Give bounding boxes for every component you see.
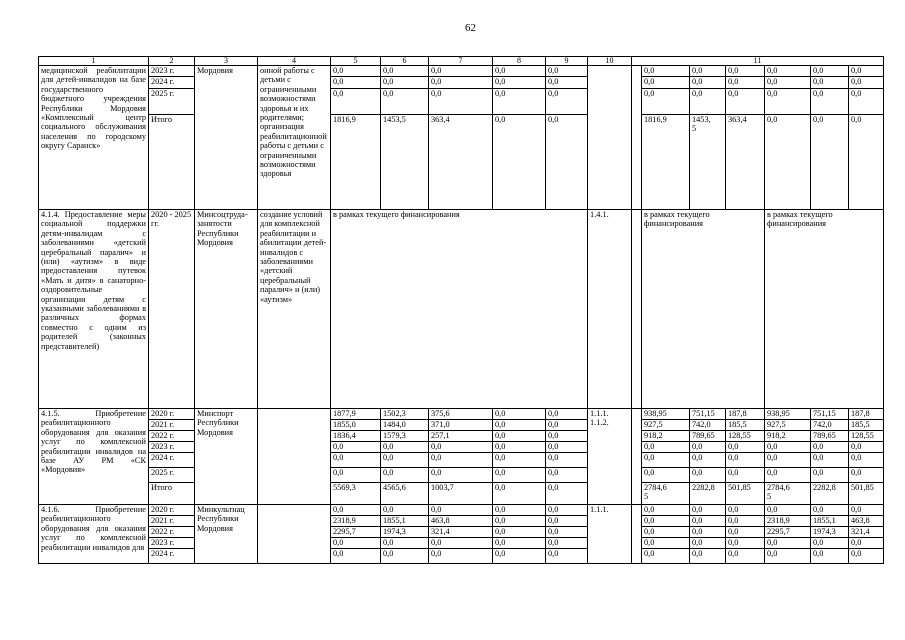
value-cell: 0,0 bbox=[546, 468, 588, 483]
value-cell: 0,0 bbox=[849, 538, 884, 549]
measure-description: 4.1.4. Предоставление меры социальной поддержки детям-инвалидам с заболеваниями «детский церебральный паралич» и (или) «аутизм» в виде предоставления путевок «Мать и дитя» в санаторно-оздоровительные организации детям с указанными заболеваниями в различных формах совместно с одним из родителей (законных представителей) bbox=[39, 210, 149, 409]
value-cell: 0,0 bbox=[811, 538, 849, 549]
value-cell: 0,0 bbox=[811, 549, 849, 564]
value-cell: 0,0 bbox=[642, 89, 690, 115]
value-cell: 0,0 bbox=[642, 549, 690, 564]
value-cell: 128,55 bbox=[726, 431, 765, 442]
value-cell: 0,0 bbox=[849, 115, 884, 210]
column-header: 7 bbox=[429, 57, 493, 66]
year-cell: Итого bbox=[149, 115, 195, 210]
period-cell: 2020 - 2025 гг. bbox=[149, 210, 195, 409]
value-cell: 0,0 bbox=[765, 66, 811, 77]
value-cell: 0,0 bbox=[331, 549, 381, 564]
value-cell: 0,0 bbox=[429, 442, 493, 453]
value-cell: 0,0 bbox=[546, 420, 588, 431]
value-cell: 2282,8 bbox=[690, 483, 726, 505]
value-cell: 363,4 bbox=[726, 115, 765, 210]
column-header: 11 bbox=[632, 57, 884, 66]
value-cell: 0,0 bbox=[642, 77, 690, 89]
value-cell: 0,0 bbox=[726, 468, 765, 483]
value-cell: 0,0 bbox=[331, 453, 381, 468]
value-cell: 0,0 bbox=[811, 453, 849, 468]
value-cell: 742,0 bbox=[690, 420, 726, 431]
value-cell: 1484,0 bbox=[381, 420, 429, 431]
year-cell: 2024 г. bbox=[149, 77, 195, 89]
value-cell: 0,0 bbox=[493, 77, 546, 89]
value-cell: 0,0 bbox=[331, 538, 381, 549]
value-cell: 751,15 bbox=[690, 409, 726, 420]
value-cell: 0,0 bbox=[331, 89, 381, 115]
value-cell: 0,0 bbox=[690, 442, 726, 453]
value-cell: 0,0 bbox=[690, 66, 726, 77]
year-cell: 2021 г. bbox=[149, 516, 195, 527]
table-row bbox=[39, 431, 884, 442]
value-cell: 0,0 bbox=[381, 453, 429, 468]
value-cell: 0,0 bbox=[493, 453, 546, 468]
year-cell: 2022 г. bbox=[149, 431, 195, 442]
value-cell: 1003,7 bbox=[429, 483, 493, 505]
value-cell: 0,0 bbox=[381, 66, 429, 77]
value-cell: 0,0 bbox=[546, 516, 588, 527]
value-cell: 789,65 bbox=[811, 431, 849, 442]
year-cell: 2023 г. bbox=[149, 538, 195, 549]
value-cell: 927,5 bbox=[642, 420, 690, 431]
value-cell: 363,4 bbox=[429, 115, 493, 210]
value-cell: 187,8 bbox=[726, 409, 765, 420]
code-cell bbox=[588, 66, 632, 210]
value-cell: 0,0 bbox=[381, 442, 429, 453]
value-cell: 1877,9 bbox=[331, 409, 381, 420]
column-header: 4 bbox=[258, 57, 331, 66]
value-cell: 0,0 bbox=[690, 77, 726, 89]
value-cell: 0,0 bbox=[690, 468, 726, 483]
financing-cell: в рамках текущего финансирования bbox=[331, 210, 588, 409]
value-cell: 0,0 bbox=[726, 89, 765, 115]
column-header: 6 bbox=[381, 57, 429, 66]
value-cell: 0,0 bbox=[493, 409, 546, 420]
value-cell: 0,0 bbox=[849, 453, 884, 468]
value-cell: 918,2 bbox=[765, 431, 811, 442]
value-cell: 0,0 bbox=[381, 505, 429, 516]
value-cell: 0,0 bbox=[690, 453, 726, 468]
value-cell: 0,0 bbox=[493, 468, 546, 483]
value-cell: 0,0 bbox=[493, 538, 546, 549]
value-cell: 0,0 bbox=[546, 89, 588, 115]
value-cell: 0,0 bbox=[546, 483, 588, 505]
table-row bbox=[39, 89, 884, 115]
column-header: 1 bbox=[39, 57, 149, 66]
value-cell: 0,0 bbox=[811, 89, 849, 115]
value-cell: 0,0 bbox=[429, 453, 493, 468]
value-cell: 5569,3 bbox=[331, 483, 381, 505]
value-cell: 0,0 bbox=[642, 516, 690, 527]
year-cell: Итого bbox=[149, 483, 195, 505]
executor-cell: Мордовия bbox=[195, 66, 258, 210]
value-cell: 321,4 bbox=[849, 527, 884, 538]
value-cell: 0,0 bbox=[726, 442, 765, 453]
value-cell: 0,0 bbox=[726, 505, 765, 516]
value-cell: 0,0 bbox=[690, 516, 726, 527]
table-row bbox=[39, 66, 884, 77]
executor-cell: Минкультнац Республики Мордовия bbox=[195, 505, 258, 564]
value-cell: 1502,3 bbox=[381, 409, 429, 420]
year-cell: 2025 г. bbox=[149, 89, 195, 115]
code-cell: 1.1.1. 1.1.2. bbox=[588, 409, 632, 505]
value-cell: 128,55 bbox=[849, 431, 884, 442]
result-cell bbox=[258, 505, 331, 564]
value-cell: 0,0 bbox=[546, 505, 588, 516]
column-header: 5 bbox=[331, 57, 381, 66]
value-cell: 918,2 bbox=[642, 431, 690, 442]
program-table bbox=[38, 56, 884, 564]
value-cell: 1974,3 bbox=[811, 527, 849, 538]
value-cell: 0,0 bbox=[546, 538, 588, 549]
value-cell: 1816,9 bbox=[331, 115, 381, 210]
value-cell: 0,0 bbox=[429, 538, 493, 549]
value-cell: 0,0 bbox=[726, 66, 765, 77]
value-cell: 463,8 bbox=[429, 516, 493, 527]
value-cell: 1816,9 bbox=[642, 115, 690, 210]
gap-cell bbox=[632, 66, 642, 210]
table-row bbox=[39, 409, 884, 420]
value-cell: 0,0 bbox=[429, 77, 493, 89]
measure-description: 4.1.6. Приобретение реабилитационного оборудования для оказания услуг по комплексной реабилитации инвалидов для bbox=[39, 505, 149, 564]
value-cell: 371,0 bbox=[429, 420, 493, 431]
table-row bbox=[39, 527, 884, 538]
value-cell: 2318,9 bbox=[331, 516, 381, 527]
value-cell: 0,0 bbox=[811, 66, 849, 77]
value-cell: 1836,4 bbox=[331, 431, 381, 442]
financing-cell: в рамках текущего финансирования bbox=[765, 210, 884, 409]
column-header: 2 bbox=[149, 57, 195, 66]
value-cell: 1453,5 bbox=[381, 115, 429, 210]
year-cell: 2020 г. bbox=[149, 505, 195, 516]
table-row bbox=[39, 210, 884, 409]
value-cell: 0,0 bbox=[381, 89, 429, 115]
value-cell: 0,0 bbox=[811, 505, 849, 516]
value-cell: 1855,1 bbox=[811, 516, 849, 527]
year-cell: 2023 г. bbox=[149, 66, 195, 77]
value-cell: 0,0 bbox=[546, 66, 588, 77]
table-row bbox=[39, 538, 884, 549]
value-cell: 0,0 bbox=[690, 527, 726, 538]
value-cell: 789,65 bbox=[690, 431, 726, 442]
value-cell: 2784,6 5 bbox=[765, 483, 811, 505]
value-cell: 4565,6 bbox=[381, 483, 429, 505]
value-cell: 2295,7 bbox=[331, 527, 381, 538]
value-cell: 2295,7 bbox=[765, 527, 811, 538]
value-cell: 0,0 bbox=[493, 483, 546, 505]
value-cell: 0,0 bbox=[849, 468, 884, 483]
value-cell: 0,0 bbox=[726, 453, 765, 468]
table-row bbox=[39, 483, 884, 505]
value-cell: 751,15 bbox=[811, 409, 849, 420]
year-cell: 2020 г. bbox=[149, 409, 195, 420]
year-cell: 2025 г. bbox=[149, 468, 195, 483]
value-cell: 0,0 bbox=[765, 538, 811, 549]
value-cell: 0,0 bbox=[726, 516, 765, 527]
value-cell: 0,0 bbox=[765, 505, 811, 516]
column-header: 10 bbox=[588, 57, 632, 66]
value-cell: 1855,1 bbox=[381, 516, 429, 527]
value-cell: 0,0 bbox=[642, 468, 690, 483]
value-cell: 1974,3 bbox=[381, 527, 429, 538]
value-cell: 0,0 bbox=[546, 431, 588, 442]
value-cell: 1579,3 bbox=[381, 431, 429, 442]
value-cell: 0,0 bbox=[331, 468, 381, 483]
value-cell: 0,0 bbox=[493, 549, 546, 564]
value-cell: 0,0 bbox=[849, 66, 884, 77]
value-cell: 0,0 bbox=[429, 66, 493, 77]
value-cell: 501,85 bbox=[726, 483, 765, 505]
value-cell: 321,4 bbox=[429, 527, 493, 538]
value-cell: 0,0 bbox=[642, 538, 690, 549]
table-row bbox=[39, 115, 884, 210]
measure-description: медицинской реабилитации для детей-инвалидов на базе государственного бюджетного учреждения Республики Мордовия «Комплексный центр социального обслуживания населения по городскому округу Саранск» bbox=[39, 66, 149, 210]
value-cell: 0,0 bbox=[849, 505, 884, 516]
gap-cell bbox=[632, 505, 642, 564]
value-cell: 0,0 bbox=[765, 468, 811, 483]
value-cell: 0,0 bbox=[546, 442, 588, 453]
value-cell: 185,5 bbox=[849, 420, 884, 431]
table-row bbox=[39, 77, 884, 89]
column-header: 9 bbox=[546, 57, 588, 66]
table-row bbox=[39, 516, 884, 527]
value-cell: 0,0 bbox=[546, 527, 588, 538]
value-cell: 0,0 bbox=[849, 442, 884, 453]
code-cell: 1.1.1. bbox=[588, 505, 632, 564]
value-cell: 0,0 bbox=[546, 115, 588, 210]
table-row bbox=[39, 57, 884, 66]
result-cell: онной работы с детьми с ограниченными возможностями здоровья и их родителями; организация реабилитационной работы с детьми с ограниченными возможностями здоровья bbox=[258, 66, 331, 210]
value-cell: 0,0 bbox=[642, 66, 690, 77]
value-cell: 0,0 bbox=[765, 453, 811, 468]
value-cell: 0,0 bbox=[493, 527, 546, 538]
value-cell: 0,0 bbox=[331, 505, 381, 516]
value-cell: 0,0 bbox=[726, 77, 765, 89]
year-cell: 2024 г. bbox=[149, 453, 195, 468]
executor-cell: Минспорт Республики Мордовия bbox=[195, 409, 258, 505]
value-cell: 0,0 bbox=[690, 549, 726, 564]
value-cell: 375,6 bbox=[429, 409, 493, 420]
value-cell: 0,0 bbox=[493, 516, 546, 527]
value-cell: 0,0 bbox=[726, 549, 765, 564]
value-cell: 2318,9 bbox=[765, 516, 811, 527]
value-cell: 0,0 bbox=[811, 115, 849, 210]
value-cell: 0,0 bbox=[331, 77, 381, 89]
value-cell: 0,0 bbox=[381, 77, 429, 89]
value-cell: 0,0 bbox=[849, 549, 884, 564]
value-cell: 0,0 bbox=[642, 505, 690, 516]
column-header: 3 bbox=[195, 57, 258, 66]
value-cell: 0,0 bbox=[546, 77, 588, 89]
value-cell: 0,0 bbox=[429, 505, 493, 516]
value-cell: 0,0 bbox=[765, 549, 811, 564]
value-cell: 187,8 bbox=[849, 409, 884, 420]
table-row bbox=[39, 549, 884, 564]
value-cell: 0,0 bbox=[381, 468, 429, 483]
value-cell: 2282,8 bbox=[811, 483, 849, 505]
gap-cell bbox=[632, 409, 642, 505]
table-row bbox=[39, 420, 884, 431]
gap-cell bbox=[632, 210, 642, 409]
year-cell: 2022 г. bbox=[149, 527, 195, 538]
value-cell: 0,0 bbox=[765, 442, 811, 453]
value-cell: 927,5 bbox=[765, 420, 811, 431]
value-cell: 0,0 bbox=[493, 115, 546, 210]
value-cell: 0,0 bbox=[690, 538, 726, 549]
value-cell: 0,0 bbox=[811, 468, 849, 483]
year-cell: 2021 г. bbox=[149, 420, 195, 431]
value-cell: 0,0 bbox=[765, 115, 811, 210]
value-cell: 0,0 bbox=[429, 468, 493, 483]
value-cell: 501,85 bbox=[849, 483, 884, 505]
value-cell: 0,0 bbox=[642, 442, 690, 453]
table-row bbox=[39, 453, 884, 468]
value-cell: 0,0 bbox=[493, 505, 546, 516]
value-cell: 2784,6 5 bbox=[642, 483, 690, 505]
value-cell: 0,0 bbox=[642, 527, 690, 538]
value-cell: 0,0 bbox=[546, 549, 588, 564]
value-cell: 0,0 bbox=[331, 66, 381, 77]
result-cell: создание условий для комплексной реабилитации и абилитации детей-инвалидов с заболеваниями «детский церебральный паралич» и (или) «аутизм» bbox=[258, 210, 331, 409]
value-cell: 0,0 bbox=[811, 77, 849, 89]
value-cell: 0,0 bbox=[493, 89, 546, 115]
value-cell: 0,0 bbox=[429, 549, 493, 564]
value-cell: 0,0 bbox=[765, 77, 811, 89]
value-cell: 0,0 bbox=[849, 77, 884, 89]
value-cell: 0,0 bbox=[849, 89, 884, 115]
value-cell: 0,0 bbox=[726, 527, 765, 538]
value-cell: 0,0 bbox=[811, 442, 849, 453]
value-cell: 0,0 bbox=[690, 505, 726, 516]
value-cell: 0,0 bbox=[546, 453, 588, 468]
value-cell: 0,0 bbox=[726, 538, 765, 549]
value-cell: 1453, 5 bbox=[690, 115, 726, 210]
value-cell: 938,95 bbox=[642, 409, 690, 420]
value-cell: 0,0 bbox=[546, 409, 588, 420]
value-cell: 938,95 bbox=[765, 409, 811, 420]
table-row bbox=[39, 442, 884, 453]
value-cell: 0,0 bbox=[765, 89, 811, 115]
table-row bbox=[39, 468, 884, 483]
value-cell: 463,8 bbox=[849, 516, 884, 527]
value-cell: 0,0 bbox=[381, 549, 429, 564]
value-cell: 0,0 bbox=[429, 89, 493, 115]
value-cell: 0,0 bbox=[381, 538, 429, 549]
value-cell: 0,0 bbox=[331, 442, 381, 453]
code-cell: 1.4.1. bbox=[588, 210, 632, 409]
column-header: 8 bbox=[493, 57, 546, 66]
value-cell: 0,0 bbox=[493, 420, 546, 431]
value-cell: 0,0 bbox=[493, 431, 546, 442]
year-cell: 2024 г. bbox=[149, 549, 195, 564]
value-cell: 185,5 bbox=[726, 420, 765, 431]
value-cell: 257,1 bbox=[429, 431, 493, 442]
year-cell: 2023 г. bbox=[149, 442, 195, 453]
value-cell: 0,0 bbox=[493, 442, 546, 453]
measure-description: 4.1.5. Приобретение реабилитационного оборудования для оказания услуг по комплексной реабилитации инвалидов на базе АУ РМ «СК «Мордовия» bbox=[39, 409, 149, 505]
executor-cell: Минсоцтрудазанятости Республики Мордовия bbox=[195, 210, 258, 409]
financing-cell: в рамках текущего финансирования bbox=[642, 210, 765, 409]
page-number: 62 bbox=[465, 22, 476, 34]
table-row bbox=[39, 505, 884, 516]
value-cell: 742,0 bbox=[811, 420, 849, 431]
value-cell: 0,0 bbox=[642, 453, 690, 468]
result-cell bbox=[258, 409, 331, 505]
value-cell: 1855,0 bbox=[331, 420, 381, 431]
value-cell: 0,0 bbox=[690, 89, 726, 115]
value-cell: 0,0 bbox=[493, 66, 546, 77]
